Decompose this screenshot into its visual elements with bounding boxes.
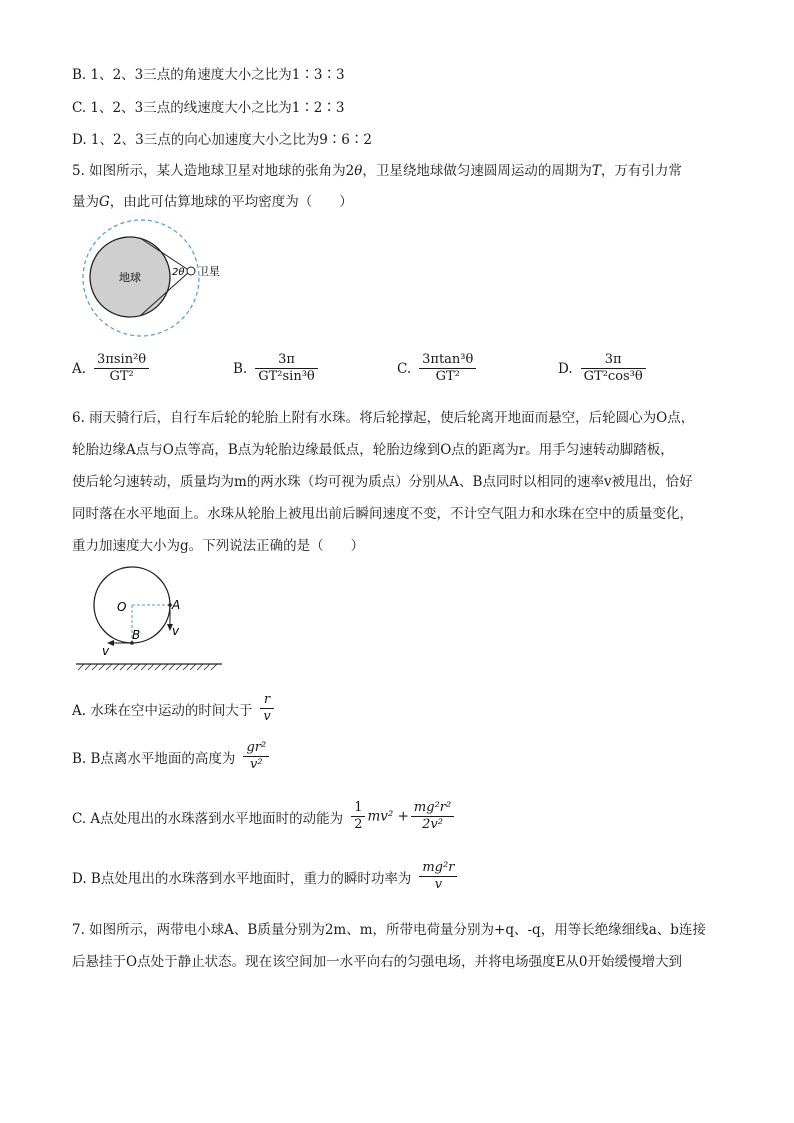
q5-stem-line1: 5. 如图所示，某人造地球卫星对地球的张角为2θ，卫星绕地球做匀速圆周运动的周期为T，万有引力常 [72, 163, 682, 179]
q7-stem-line1: 7. 如图所示，两带电小球A、B质量分别为2m、m，所带电荷量分别为+q、-q，用等长绝缘细线a、b连接 [72, 922, 706, 938]
angle-label: 2θ [172, 267, 185, 278]
q5-stem-line2: 量为G，由此可估算地球的平均密度为（ ） [72, 194, 353, 210]
q6-option-d: D. B点处甩出的水珠落到水平地面时，重力的瞬时功率为 $\frac{\text{mg²r}}{v}$ [72, 860, 459, 893]
q5-option-d: D. $\frac{3\pi}{\text{GT²cos³θ}}$ [558, 352, 648, 385]
earth-label: 地球 [119, 271, 141, 284]
q6-stem-line2: 轮胎边缘A点与O点等高，B点为轮胎边缘最低点，轮胎边缘到O点的距离为r。用手匀速转动脚踏板， [72, 442, 674, 458]
q5-option-a: A. $\frac{\text{3πsin²θ}}{\text{GT²}}$ [72, 352, 151, 385]
label-a: A [172, 598, 181, 612]
q6-option-c: C. A点处甩出的水珠落到水平地面时的动能为 $\frac{1}{2}$ mv² + $\frac{\text{mg²r²}}{\text{2v²}}$ [72, 800, 456, 833]
q5-option-c: C. $\frac{\text{3πtan³θ}}{\text{GT²}}$ [397, 352, 478, 385]
label-v-b: v [102, 644, 110, 658]
label-b: B [132, 628, 141, 642]
q4-option-b: B. 1、2、3三点的角速度大小之比为1∶3∶3 [72, 67, 345, 83]
q7-stem-line2: 后悬挂于O点处于静止状态。现在该空间加一水平向右的匀强电场，并将电场强度E从0开始缓慢增大到 [72, 954, 683, 970]
satellite-label: 卫星 [198, 265, 220, 278]
q6-wheel-figure [70, 560, 230, 680]
q4-option-d: D. 1、2、3三点的向心加速度大小之比为9∶6∶2 [72, 132, 372, 148]
q6-stem-line1: 6. 雨天骑行后，自行车后轮的轮胎上附有水珠。将后轮撑起，使后轮离开地面而悬空，后轮圆心为O点， [72, 410, 695, 426]
q6-stem-line3: 使后轮匀速转动，质量均为m的两水珠（均可视为质点）分别从A、B点同时以相同的速率v被甩出，恰好 [72, 474, 693, 490]
q6-stem-line5: 重力加速度大小为g。下列说法正确的是（ ） [72, 538, 365, 554]
ground-hatching [78, 664, 217, 670]
satellite-dot [187, 267, 195, 275]
q4-option-c: C. 1、2、3三点的线速度大小之比为1∶2∶3 [72, 100, 345, 116]
q5-earth-satellite-figure [68, 218, 238, 343]
q6-stem-line4: 同时落在水平地面上。水珠从轮胎上被甩出前后瞬间速度不变，不计空气阻力和水珠在空中的质量变化， [72, 506, 693, 522]
q5-option-b: B. $\frac{3\pi}{\text{GT²sin³θ}}$ [233, 352, 320, 385]
label-o: O [117, 600, 127, 614]
q6-option-b: B. B点离水平地面的高度为 $\frac{\text{gr²}}{\text{v²}}$ [72, 740, 271, 773]
label-v-a: v [172, 624, 180, 638]
q6-option-a: A. 水珠在空中运动的时间大于 $\frac{r}{v}$ [72, 692, 276, 725]
